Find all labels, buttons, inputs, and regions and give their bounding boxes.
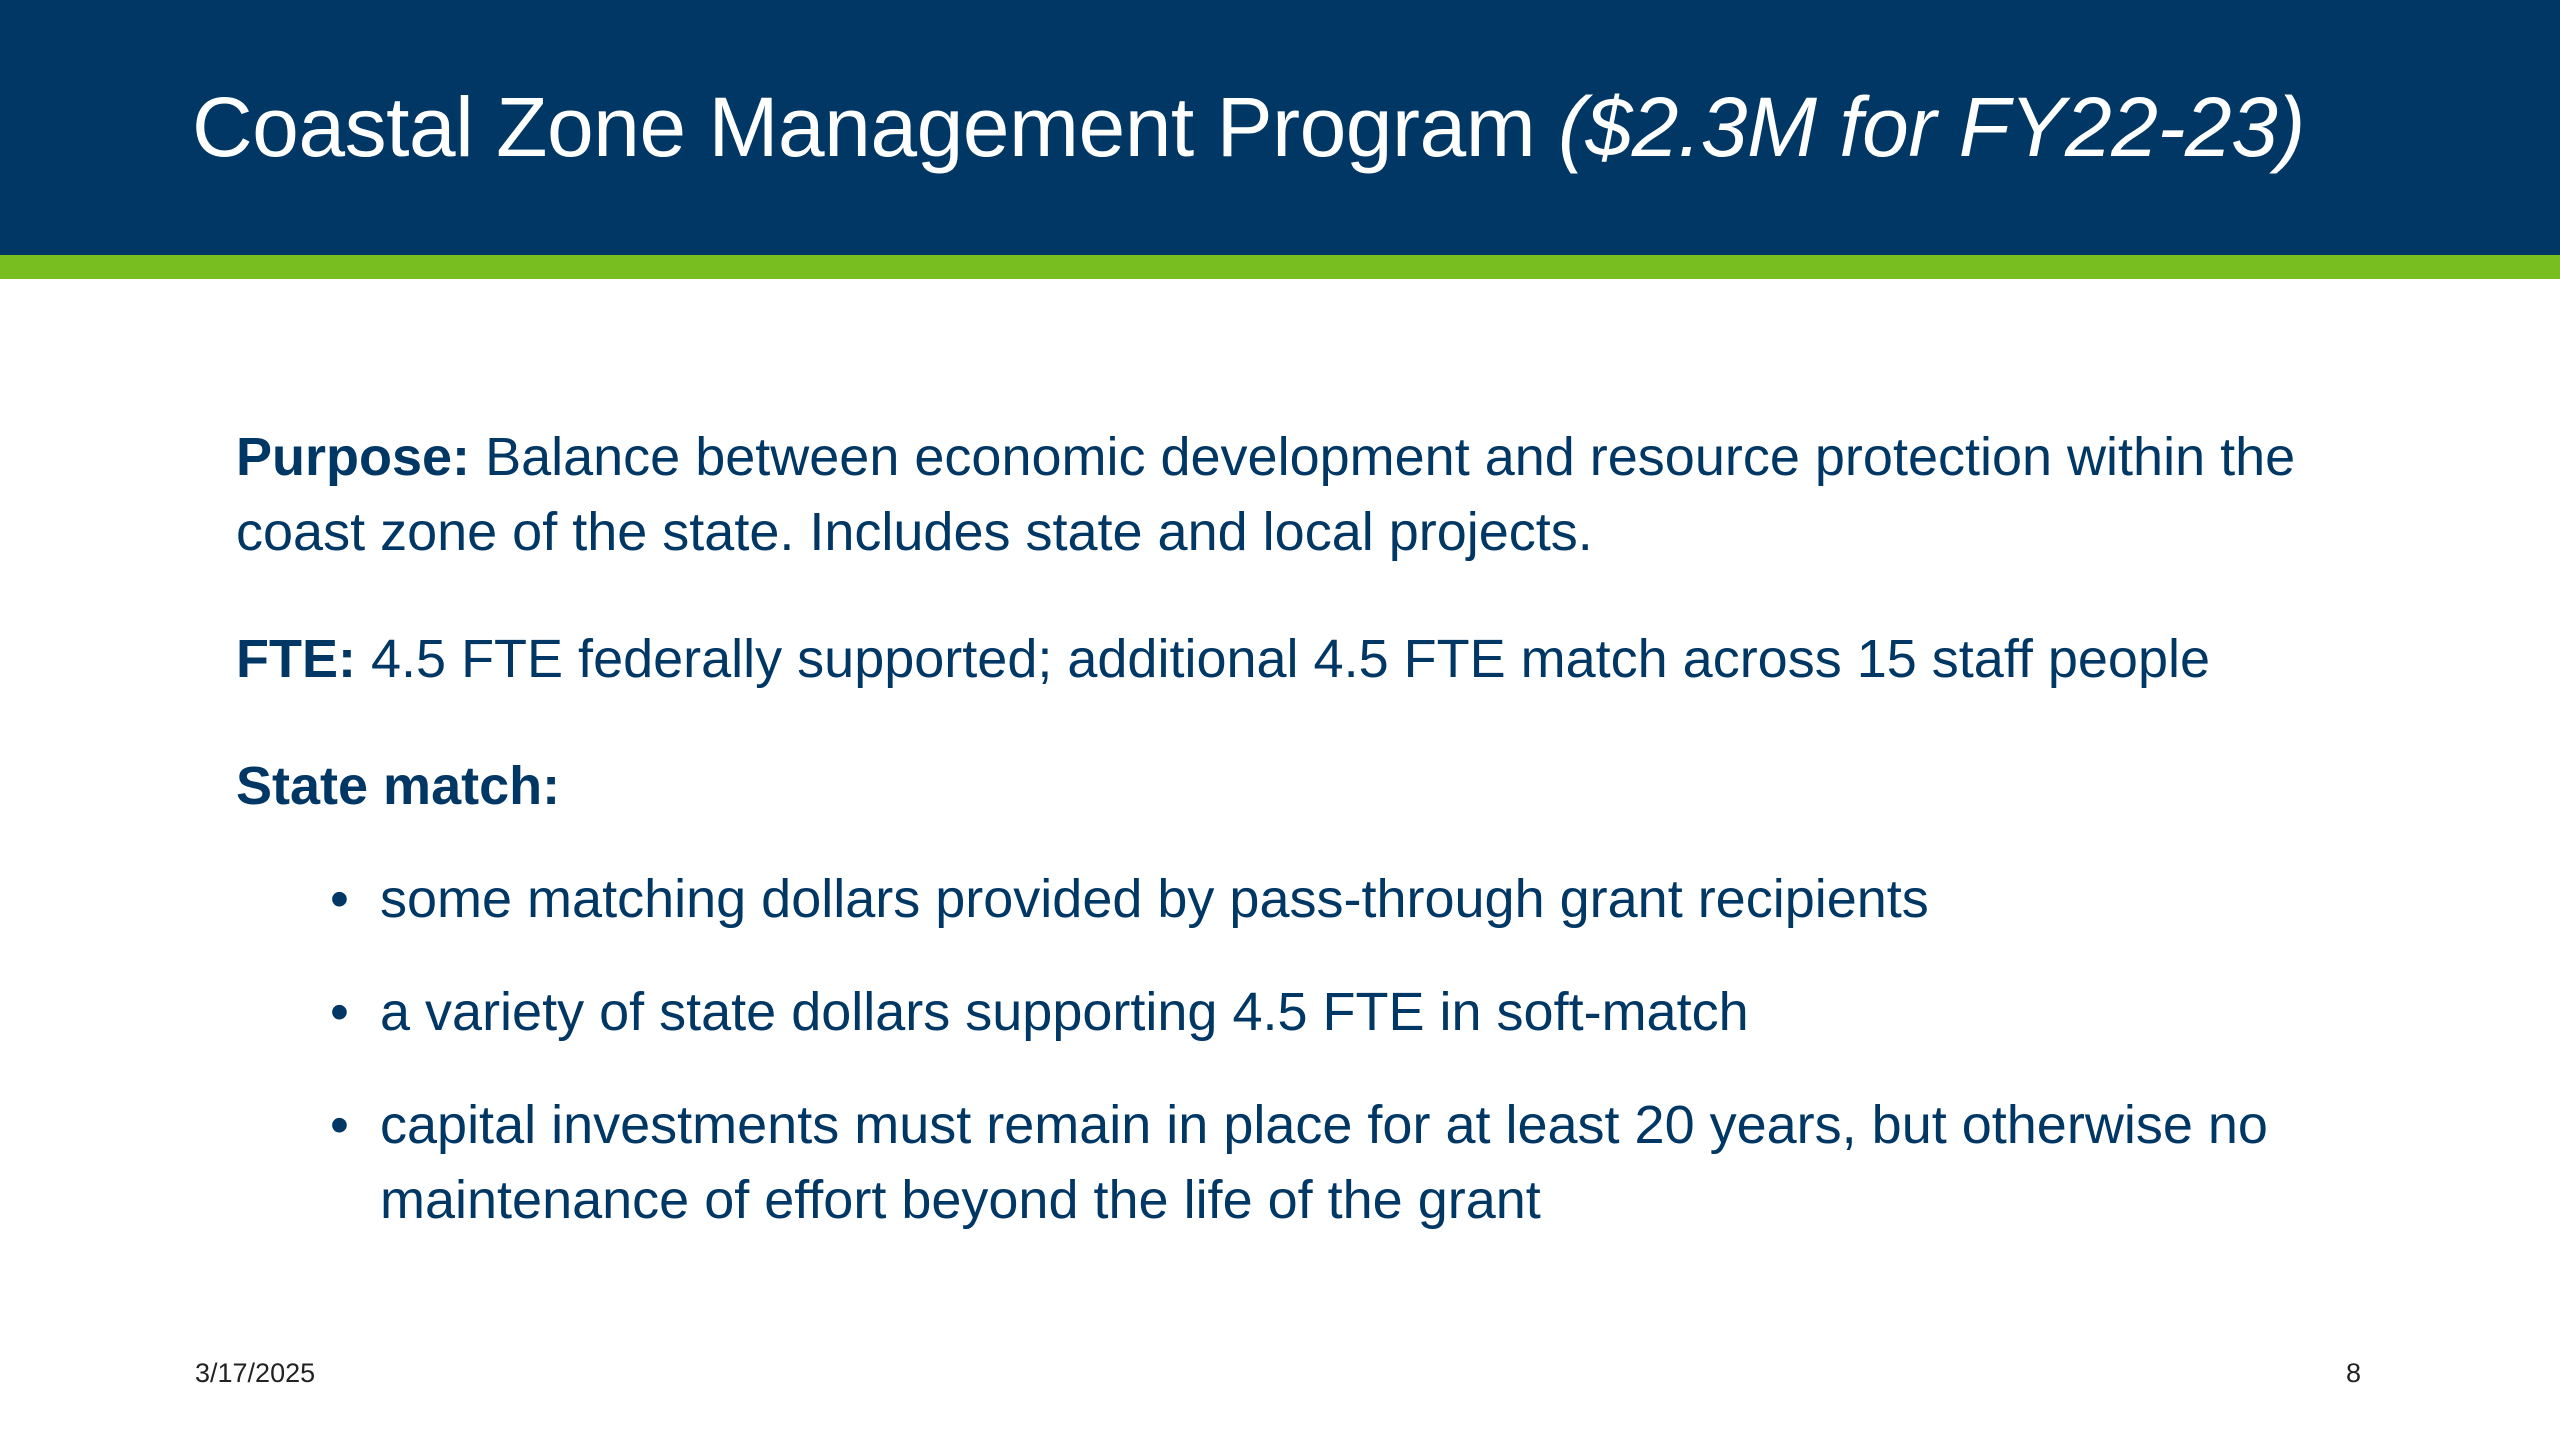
purpose-label: Purpose: (236, 427, 471, 487)
fte-text: 4.5 FTE federally supported; additional 4.5 FTE match across 15 staff people (371, 629, 2211, 689)
footer-date: 3/17/2025 (195, 1358, 316, 1388)
bullet-icon: • (330, 982, 349, 1042)
fte-paragraph (236, 622, 2346, 697)
list-item (330, 1088, 2346, 1238)
title-banner (0, 0, 2560, 255)
bullet-icon: • (330, 869, 349, 929)
purpose-paragraph (236, 420, 2346, 570)
slide-body (236, 420, 2346, 1276)
fte-label: FTE: (236, 629, 356, 689)
state-match-list (236, 862, 2346, 1238)
green-accent-bar (0, 255, 2560, 279)
list-item-text: some matching dollars provided by pass-through grant recipients (380, 869, 1929, 929)
purpose-text: Balance between economic development and resource protection within the coast zone of the state. Includes state and local projects. (236, 427, 2296, 562)
slide-number: 8 (2346, 1358, 2362, 1388)
list-item (330, 862, 2346, 937)
bullet-icon: • (330, 1095, 349, 1155)
slide-title-main: Coastal Zone Management Program (192, 80, 1536, 174)
list-item (330, 975, 2346, 1050)
slide-title (192, 72, 2442, 182)
list-item-text: capital investments must remain in place for at least 20 years, but otherwise no maintenance of effort beyond the life of the grant (380, 1095, 2268, 1230)
list-item-text: a variety of state dollars supporting 4.5 FTE in soft-match (380, 982, 1749, 1042)
state-match-heading: State match: (236, 756, 561, 816)
slide-title-emphasis: ($2.3M for FY22-23) (1558, 80, 2305, 174)
